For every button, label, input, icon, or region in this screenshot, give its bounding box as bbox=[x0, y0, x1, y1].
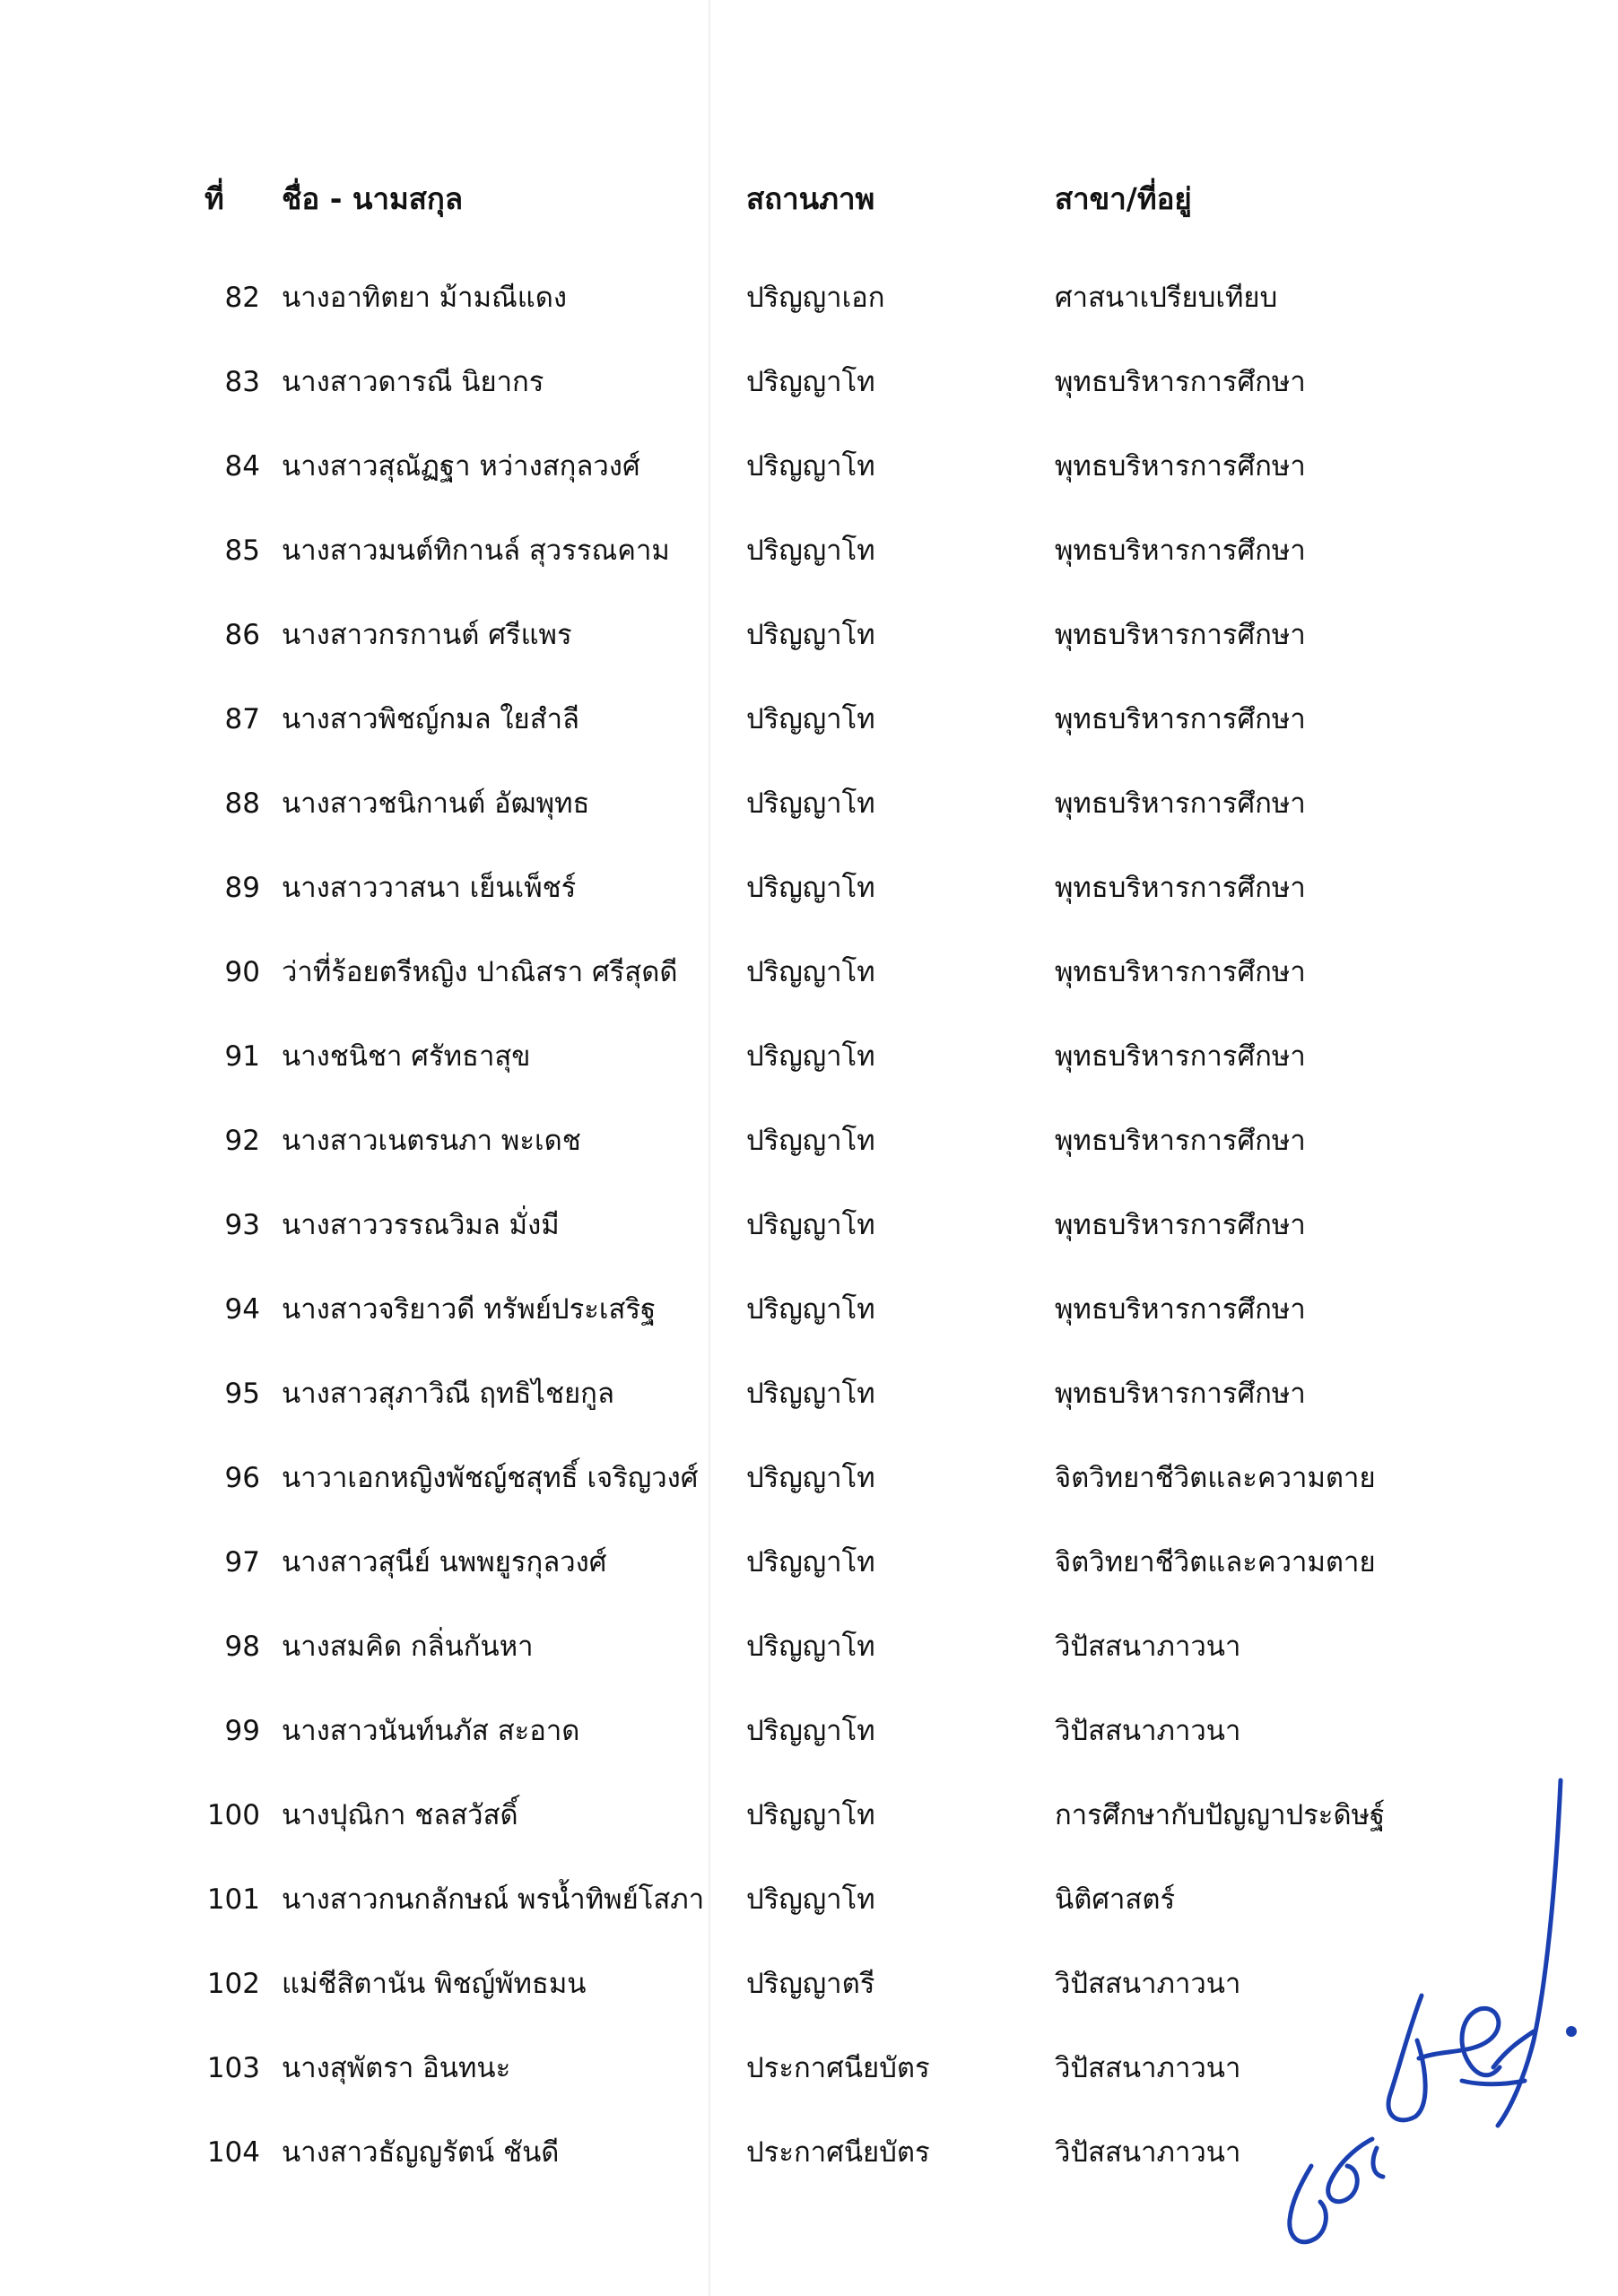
row-number: 94 bbox=[224, 1293, 260, 1326]
row-number: 85 bbox=[224, 535, 260, 567]
row-number: 84 bbox=[224, 450, 260, 483]
row-status: ปริญญาโท bbox=[746, 619, 875, 651]
row-name: นางสาวสุนีย์ นพพยูรกุลวงศ์ bbox=[282, 1546, 607, 1578]
table-row bbox=[0, 1019, 1618, 1103]
row-branch: ศาสนาเปรียบเทียบ bbox=[1055, 282, 1278, 314]
row-status: ปริญญาโท bbox=[746, 1883, 875, 1916]
table-row bbox=[0, 935, 1618, 1019]
table-row bbox=[0, 1609, 1618, 1693]
row-branch: พุทธบริหารการศึกษา bbox=[1055, 1040, 1306, 1073]
row-branch: พุทธบริหารการศึกษา bbox=[1055, 366, 1306, 398]
row-branch: จิตวิทยาชีวิตและความตาย bbox=[1055, 1462, 1376, 1494]
row-name: นางสาวธัญญรัตน์ ชันดี bbox=[282, 2136, 560, 2169]
row-name: นางสาวสุภาวิณี ฤทธิไชยกูล bbox=[282, 1378, 614, 1410]
row-name: นางสาววรรณวิมล มั่งมี bbox=[282, 1209, 560, 1241]
row-name: นางสาวพิชญ์กมล ใยสำลี bbox=[282, 703, 580, 735]
row-name: ว่าที่ร้อยตรีหญิง ปาณิสรา ศรีสุดดี bbox=[282, 956, 678, 988]
row-number: 82 bbox=[224, 282, 260, 314]
row-status: ปริญญาโท bbox=[746, 1209, 875, 1241]
header-branch: สาขา/ที่อยู่ bbox=[1055, 181, 1192, 216]
row-number: 99 bbox=[224, 1715, 260, 1747]
row-branch: วิปัสสนาภาวนา bbox=[1055, 1715, 1241, 1747]
row-number: 102 bbox=[206, 1968, 260, 2000]
row-status: ปริญญาโท bbox=[746, 535, 875, 567]
row-name: แม่ชีสิตานัน พิชญ์พัทธมน bbox=[282, 1968, 587, 2000]
row-number: 86 bbox=[224, 619, 260, 651]
row-branch: นิติศาสตร์ bbox=[1055, 1883, 1176, 1916]
table-row bbox=[0, 513, 1618, 597]
row-status: ปริญญาโท bbox=[746, 1631, 875, 1663]
row-status: ปริญญาโท bbox=[746, 956, 875, 988]
row-branch: พุทธบริหารการศึกษา bbox=[1055, 450, 1306, 483]
row-name: นางสาวชนิกานต์ อัฒพุทธ bbox=[282, 787, 590, 820]
row-status: ปริญญาโท bbox=[746, 366, 875, 398]
table-row bbox=[0, 429, 1618, 513]
row-name: นางชนิชา ศรัทธาสุข bbox=[282, 1040, 531, 1073]
row-status: ประกาศนียบัตร bbox=[746, 2136, 930, 2169]
row-number: 104 bbox=[206, 2136, 260, 2169]
table-row bbox=[0, 682, 1618, 766]
row-name: นางสาวสุณัฏฐา หว่างสกุลวงศ์ bbox=[282, 450, 640, 483]
handwritten-signature bbox=[1265, 1771, 1596, 2274]
row-name: นางสาวนันท์นภัส สะอาด bbox=[282, 1715, 580, 1747]
row-name: นางสาวจริยาวดี ทรัพย์ประเสริฐ bbox=[282, 1293, 657, 1326]
table-row bbox=[0, 1356, 1618, 1440]
table-row bbox=[0, 597, 1618, 682]
row-branch: วิปัสสนาภาวนา bbox=[1055, 1968, 1241, 2000]
row-branch: พุทธบริหารการศึกษา bbox=[1055, 535, 1306, 567]
table-row bbox=[0, 260, 1618, 344]
table-row bbox=[0, 850, 1618, 935]
row-number: 101 bbox=[206, 1883, 260, 1916]
row-name: นางสาวดารณี นิยากร bbox=[282, 366, 544, 398]
table-row bbox=[0, 1272, 1618, 1356]
row-number: 93 bbox=[224, 1209, 260, 1241]
row-number: 88 bbox=[224, 787, 260, 820]
row-branch: การศึกษากับปัญญาประดิษฐ์ bbox=[1055, 1799, 1386, 1831]
header-name: ชื่อ - นามสกุล bbox=[282, 181, 464, 216]
row-branch: พุทธบริหารการศึกษา bbox=[1055, 787, 1306, 820]
header-no: ที่ bbox=[204, 181, 224, 216]
row-number: 87 bbox=[224, 703, 260, 735]
row-name: นางสาวกนกลักษณ์ พรน้ำทิพย์โสภา bbox=[282, 1883, 705, 1916]
table-header bbox=[0, 161, 1618, 260]
row-status: ปริญญาโท bbox=[746, 703, 875, 735]
row-branch: พุทธบริหารการศึกษา bbox=[1055, 1293, 1306, 1326]
row-status: ปริญญาโท bbox=[746, 787, 875, 820]
table-row bbox=[0, 1693, 1618, 1778]
row-status: ปริญญาตรี bbox=[746, 1968, 875, 2000]
row-name: นางสาวมนต์ทิกานล์ สุวรรณคาม bbox=[282, 535, 670, 567]
table-row bbox=[0, 766, 1618, 850]
row-status: ปริญญาโท bbox=[746, 872, 875, 904]
header-status: สถานภาพ bbox=[746, 181, 875, 216]
row-status: ปริญญาโท bbox=[746, 1462, 875, 1494]
row-name: นางสมคิด กลิ่นกันหา bbox=[282, 1631, 534, 1663]
row-name: นาวาเอกหญิงพัชญ์ชสุทธิ์ เจริญวงศ์ bbox=[282, 1462, 699, 1494]
row-number: 91 bbox=[224, 1040, 260, 1073]
table-row bbox=[0, 1103, 1618, 1187]
row-status: ปริญญาโท bbox=[746, 1293, 875, 1326]
row-branch: พุทธบริหารการศึกษา bbox=[1055, 619, 1306, 651]
row-status: ปริญญาโท bbox=[746, 1378, 875, 1410]
row-number: 96 bbox=[224, 1462, 260, 1494]
row-status: ประกาศนียบัตร bbox=[746, 2052, 930, 2084]
row-status: ปริญญาโท bbox=[746, 1799, 875, 1831]
row-status: ปริญญาโท bbox=[746, 1040, 875, 1073]
row-number: 89 bbox=[224, 872, 260, 904]
row-name: นางอาทิตยา ม้ามณีแดง bbox=[282, 282, 568, 314]
row-branch: วิปัสสนาภาวนา bbox=[1055, 2136, 1241, 2169]
table-row bbox=[0, 1187, 1618, 1272]
row-branch: พุทธบริหารการศึกษา bbox=[1055, 703, 1306, 735]
row-number: 98 bbox=[224, 1631, 260, 1663]
table-row bbox=[0, 1525, 1618, 1609]
row-branch: พุทธบริหารการศึกษา bbox=[1055, 1378, 1306, 1410]
row-name: นางสาวกรกานต์ ศรีแพร bbox=[282, 619, 572, 651]
row-number: 95 bbox=[224, 1378, 260, 1410]
row-branch: วิปัสสนาภาวนา bbox=[1055, 2052, 1241, 2084]
row-branch: จิตวิทยาชีวิตและความตาย bbox=[1055, 1546, 1376, 1578]
row-name: นางปุณิกา ชลสวัสดิ์ bbox=[282, 1799, 518, 1831]
row-branch: พุทธบริหารการศึกษา bbox=[1055, 1209, 1306, 1241]
row-status: ปริญญาโท bbox=[746, 1546, 875, 1578]
row-status: ปริญญาโท bbox=[746, 450, 875, 483]
row-branch: พุทธบริหารการศึกษา bbox=[1055, 956, 1306, 988]
row-branch: วิปัสสนาภาวนา bbox=[1055, 1631, 1241, 1663]
row-number: 97 bbox=[224, 1546, 260, 1578]
row-status: ปริญญาเอก bbox=[746, 282, 885, 314]
row-name: นางสุพัตรา อินทนะ bbox=[282, 2052, 511, 2084]
table-row bbox=[0, 1440, 1618, 1525]
row-name: นางสาววาสนา เย็นเพ็ชร์ bbox=[282, 872, 577, 904]
table-row bbox=[0, 344, 1618, 429]
row-number: 103 bbox=[206, 2052, 260, 2084]
row-status: ปริญญาโท bbox=[746, 1715, 875, 1747]
row-name: นางสาวเนตรนภา พะเดช bbox=[282, 1125, 581, 1157]
row-number: 92 bbox=[224, 1125, 260, 1157]
row-number: 100 bbox=[206, 1799, 260, 1831]
row-branch: พุทธบริหารการศึกษา bbox=[1055, 1125, 1306, 1157]
row-number: 90 bbox=[224, 956, 260, 988]
row-number: 83 bbox=[224, 366, 260, 398]
row-branch: พุทธบริหารการศึกษา bbox=[1055, 872, 1306, 904]
row-status: ปริญญาโท bbox=[746, 1125, 875, 1157]
